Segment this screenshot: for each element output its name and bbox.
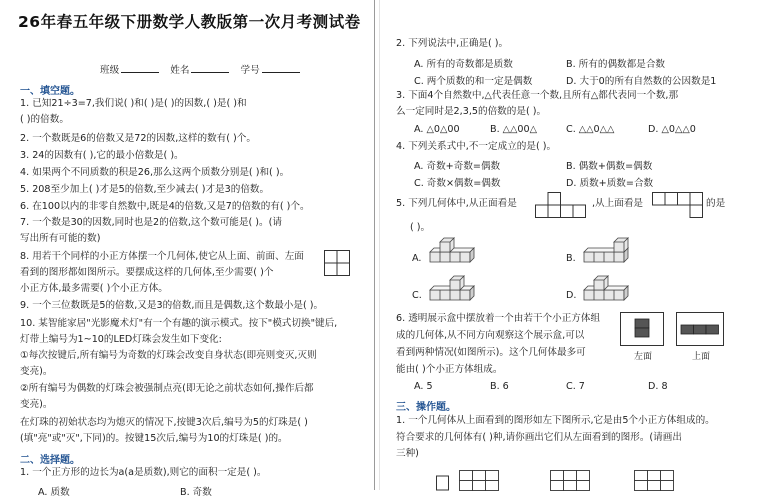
question-line: 么一定同时是2,3,5的倍数的是( )。 (396, 106, 547, 117)
question-line: 4. 下列关系式中,不一定成立的是( )。 (396, 141, 557, 152)
cube-figure-c (426, 270, 486, 306)
option-c: C. 7 (566, 381, 585, 392)
question-line: 6. 在100以内的非零自然数中,既是4的倍数,又是7的倍数的有( )个。 (20, 201, 310, 212)
option-c: C. 奇数×偶数=偶数 (414, 178, 501, 189)
section-choice: 二、选择题。 (20, 455, 80, 466)
question-line: 在灯珠的初始状态均为熄灭的情况下,按键3次后,编号为5的灯珠是( ) (20, 417, 308, 428)
option-b: B. 6 (490, 381, 509, 392)
page-title: 26年春五年级下册数学人教版第一次月考测试卷 (18, 13, 361, 31)
question-line: 1. 一个正方形的边长为a(a是质数),则它的面积一定是( )。 (20, 467, 267, 478)
question-line: ( )。 (410, 222, 431, 233)
option-b: B. (566, 253, 576, 264)
question-line: 成的几何体,从不同方向观察这个展示盒,可以 (396, 330, 585, 341)
top-view-box (676, 312, 724, 346)
name-label: 姓名 (170, 65, 190, 76)
option-a: A. 所有的奇数都是质数 (414, 59, 513, 70)
page-fold (374, 0, 375, 490)
question-line: ②所有编号为偶数的灯珠会被强制点亮(即无论之前状态如何,操作后都 (20, 383, 314, 394)
option-d: D. △0△△0 (648, 124, 696, 135)
option-b: B. 偶数+偶数=偶数 (566, 161, 653, 172)
class-blank (121, 64, 159, 73)
left-view-caption: 左面 (634, 352, 653, 362)
three-view-grid-figure (324, 250, 350, 276)
answer-grid-3 (634, 470, 676, 490)
answer-grid-1 (459, 470, 501, 490)
question-line: 三种) (396, 448, 419, 459)
question-line: 的是 (706, 198, 726, 209)
option-d: D. 大于0的所有自然数的公因数是1 (566, 76, 717, 87)
question-line: 9. 一个三位数既是5的倍数,又是3的倍数,而且是偶数,这个数最小是( )。 (20, 300, 324, 311)
cube-figure-a (426, 232, 486, 268)
answer-grid-2 (550, 470, 592, 490)
question-line: 5. 208至少加上( )才是5的倍数,至少减去( )才是3的倍数。 (20, 184, 270, 195)
question-line: 能由( )个小正方体组成。 (396, 364, 503, 375)
question-line: 1. 已知21÷3=7,我们说( )和( )是( )的因数,( )是( )和 (20, 98, 247, 109)
id-blank (262, 64, 300, 73)
question-line: 小正方体,最多需要( )个小正方体。 (20, 283, 168, 294)
question-line: 灯带上编号为1~10的LED灯珠会发生如下变化: (20, 334, 222, 345)
question-line: 3. 24的因数有( ),它的最小倍数是( )。 (20, 150, 184, 161)
question-line: 10. 某智能家居"光影魔术灯"有一个有趣的演示模式。按下"模式切换"键后, (20, 318, 338, 329)
option-d: D. 8 (648, 381, 668, 392)
option-b: B. 所有的偶数都是合数 (566, 59, 666, 70)
question-line: 1. 一个几何体从上面看到的图形如左下图所示,它是由5个小正方体组成的。 (396, 415, 715, 426)
question-line: 4. 如果两个不同质数的积是26,那么这两个质数分别是( )和( )。 (20, 167, 290, 178)
question-line: 符合要求的几何体有( )种,请你画出它们从左面看到的图形。(请画出 (396, 432, 682, 443)
question-line: 变亮)。 (20, 399, 53, 410)
option-a: A. △0△00 (414, 124, 460, 135)
option-d: D. (566, 290, 577, 301)
option-a: A. 奇数+奇数=偶数 (414, 161, 501, 172)
option-c: C. (412, 290, 422, 301)
option-d: D. 质数+质数=合数 (566, 178, 654, 189)
question-line: 2. 下列说法中,正确是( )。 (396, 38, 509, 49)
question-line: 3. 下面4个自然数中,△代表任意一个数,且所有△都代表同一个数,那 (396, 90, 679, 101)
question-line: ①每次按键后,所有编号为奇数的灯珠会改变自身状态(即亮则变灭,灭则 (20, 350, 317, 361)
cube-figure-b (580, 232, 640, 268)
cube-figure-d (580, 270, 640, 306)
option-a: A. 5 (414, 381, 433, 392)
question-line: 看到的图形都如图所示。要摆成这样的几何体,至少需要( )个 (20, 267, 274, 278)
question-line: (填"亮"或"灭",下同)的。按键15次后,编号为10的灯珠是( )的。 (20, 433, 288, 444)
top-view-caption: 上面 (692, 352, 711, 362)
question-line: 写出所有可能的数) (20, 233, 101, 244)
question-line: 8. 用若干个同样的小正方体摆一个几何体,使它从上面、前面、左面 (20, 251, 304, 262)
page-fold-shadow (379, 0, 380, 490)
option-a: A. 质数 (38, 487, 70, 498)
option-b: B. 奇数 (180, 487, 212, 498)
op-top-view-figure (436, 470, 450, 490)
option-a: A. (412, 253, 422, 264)
option-c: C. 两个质数的和一定是偶数 (414, 76, 533, 87)
section-fill-blank: 一、填空题。 (20, 86, 80, 97)
question-line: 2. 一个数既是6的倍数又是72的因数,这样的数有( )个。 (20, 133, 256, 144)
option-c: C. △△0△△ (566, 124, 615, 135)
section-operation: 三、操作题。 (396, 402, 456, 413)
question-line: ( )的倍数。 (20, 114, 69, 125)
question-line: 看到两种情况(如图所示)。这个几何体最多可 (396, 347, 586, 358)
student-info (100, 62, 308, 76)
question-line: 5. 下列几何体中,从正面看是 (396, 198, 517, 209)
question-line: ,从上面看是 (592, 198, 644, 209)
front-view-figure (535, 192, 587, 218)
question-line: 7. 一个数是30的因数,同时也是2的倍数,这个数可能是( )。(请 (20, 217, 282, 228)
name-blank (191, 64, 229, 73)
option-b: B. △△00△ (490, 124, 538, 135)
class-label: 班级 (100, 65, 120, 76)
id-label: 学号 (240, 65, 260, 76)
question-line: 6. 透明展示盒中摆放着一个由若干个小正方体组 (396, 313, 601, 324)
question-line: 变亮)。 (20, 366, 53, 377)
top-view-figure (652, 192, 704, 218)
left-view-box (620, 312, 664, 346)
